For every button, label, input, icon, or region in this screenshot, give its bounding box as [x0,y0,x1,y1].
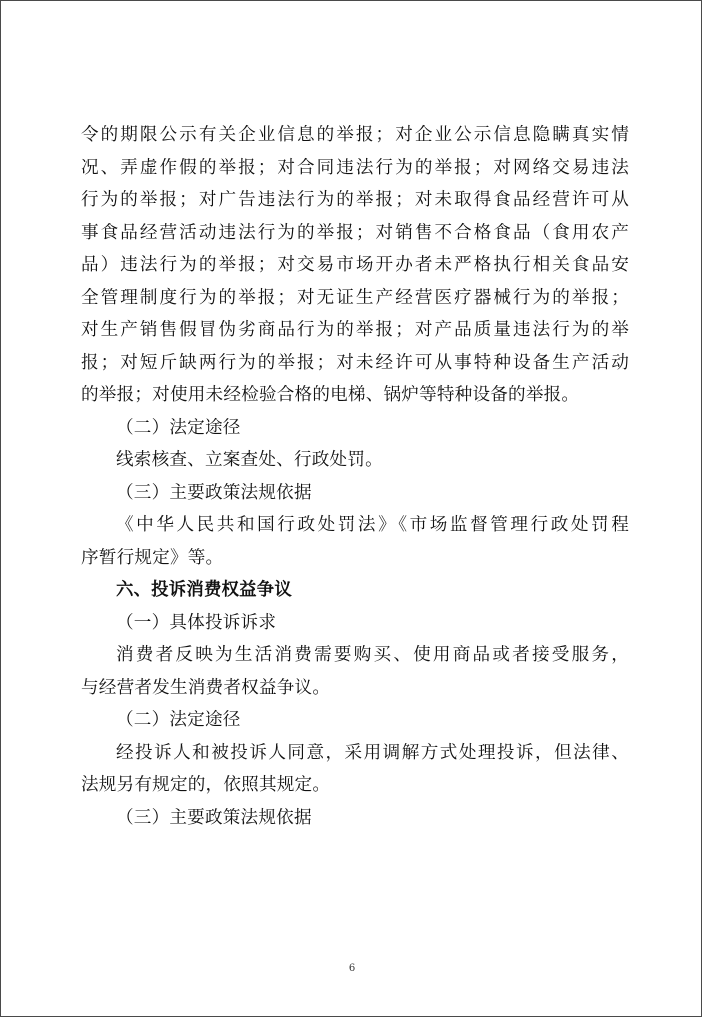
subheading: （二）法定途径 [116,710,241,730]
paragraph-line: 经投诉人和被投诉人同意，采用调解方式处理投诉，但法律、 [116,742,629,763]
body-line: 与经营者发生消费者权益争议。 [81,677,331,698]
body-line: 序暂行规定》等。 [81,547,224,568]
body-line: 令的期限公示有关企业信息的举报；对企业公示信息隐瞒真实情 [81,125,629,145]
paragraph-line: 《中华人民共和国行政处罚法》《市场监督管理行政处罚程 [116,515,629,535]
body-line: 对生产销售假冒伪劣商品行为的举报；对产品质量违法行为的举 [81,320,629,340]
paragraph-line: 线索核查、立案查处、行政处罚。 [116,450,383,470]
body-line: 况、弄虚作假的举报；对合同违法行为的举报；对网络交易违法 [81,157,629,178]
body-line: 行为的举报；对广告违法行为的举报；对未取得食品经营许可从 [81,190,629,210]
paragraph-line: 消费者反映为生活消费需要购买、使用商品或者接受服务， [116,645,629,665]
subheading: （三）主要政策法规依据 [116,807,312,828]
body-line: 法规另有规定的，依照其规定。 [81,775,331,795]
subheading: （三）主要政策法规依据 [116,482,312,503]
body-line: 事食品经营活动违法行为的举报；对销售不合格食品（食用农产 [81,222,629,243]
body-line: 品）违法行为的举报；对交易市场开办者未严格执行相关食品安 [81,255,629,275]
page-number: 6 [348,963,356,974]
section-heading: 六、投诉消费权益争议 [116,580,292,600]
body-line: 全管理制度行为的举报；对无证生产经营医疗器械行为的举报； [81,287,629,308]
subheading: （一）具体投诉诉求 [116,612,277,633]
document-body [81,119,629,834]
body-line: 的举报；对使用未经检验合格的电梯、锅炉等特种设备的举报。 [81,385,580,405]
subheading: （二）法定途径 [116,417,241,438]
body-line: 报；对短斤缺两行为的举报；对未经许可从事特种设备生产活动 [81,352,629,373]
